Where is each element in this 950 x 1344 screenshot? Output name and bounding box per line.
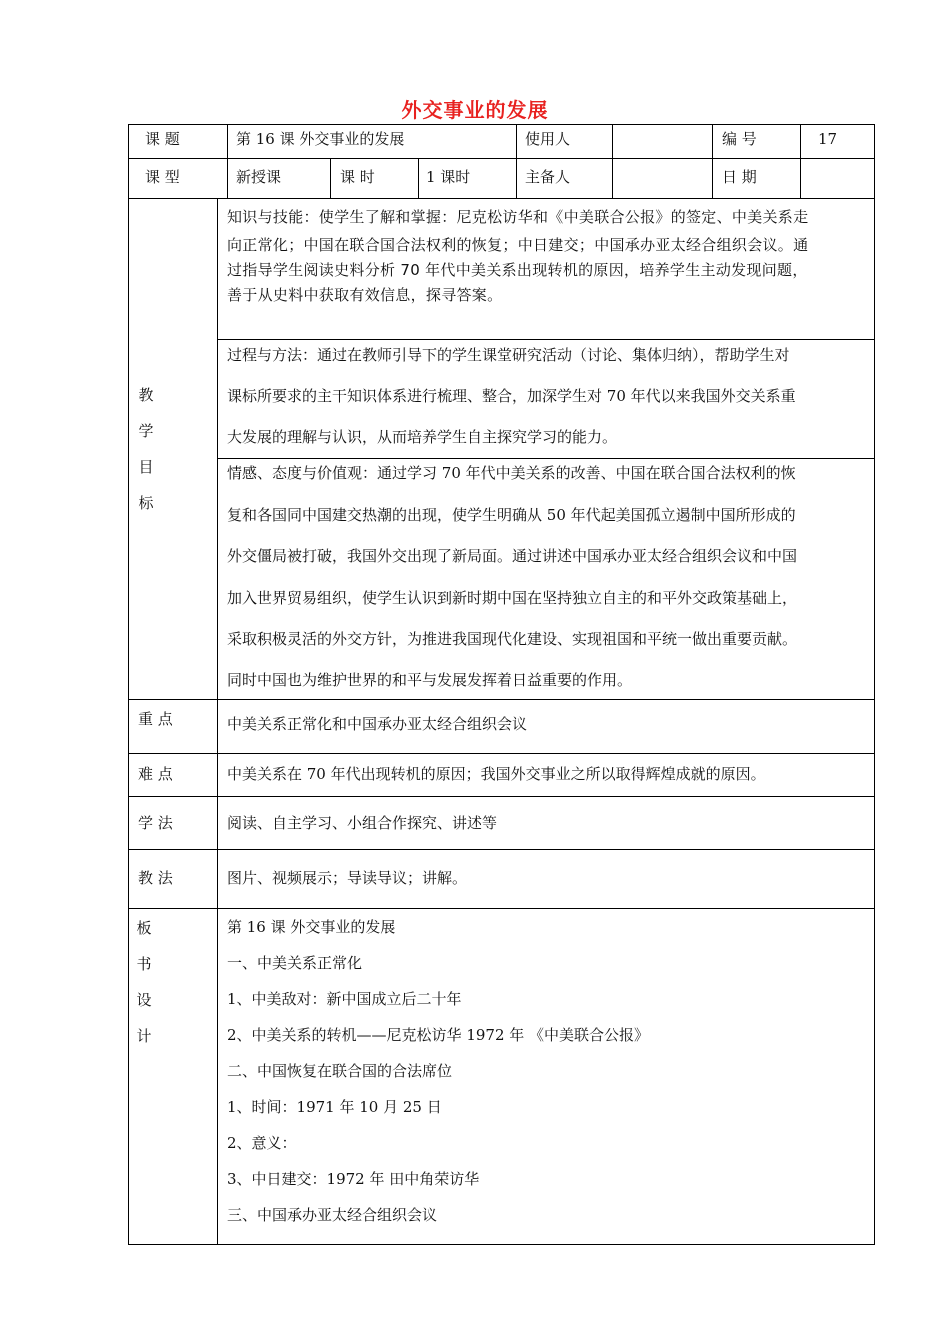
number-value: 17 xyxy=(818,130,838,148)
table-line xyxy=(712,124,713,198)
difficulty-value: 中美关系在 70 年代出现转机的原因；我国外交事业之所以取得辉煌成就的原因。 xyxy=(227,765,766,783)
board-line: 二、中国恢复在联合国的合法席位 xyxy=(227,1062,453,1080)
emotion-line: 采取积极灵活的外交方针，为推进我国现代化建设、实现祖国和平统一做出重要贡献。 xyxy=(227,630,798,648)
objectives-label-4: 标 xyxy=(138,494,154,512)
board-line: 2、中美关系的转机——尼克松访华 1972 年 《中美联合公报》 xyxy=(227,1026,650,1044)
key-point-value: 中美关系正常化和中国承办亚太经合组织会议 xyxy=(227,715,528,733)
table-line xyxy=(128,198,875,199)
board-line: 2、意义： xyxy=(227,1134,297,1152)
hours-label: 课 时 xyxy=(340,168,375,186)
table-line xyxy=(128,124,875,125)
topic-value: 第 16 课 外交事业的发展 xyxy=(236,130,405,148)
board-line: 第 16 课 外交事业的发展 xyxy=(227,918,396,936)
table-line xyxy=(874,198,875,1245)
emotion-line: 情感、态度与价值观：通过学习 70 年代中美关系的改善、中国在联合国合法权利的恢 xyxy=(227,464,796,482)
emotion-line: 复和各国同中国建交热潮的出现，使学生明确从 50 年代起美国孤立遏制中国所形成的 xyxy=(227,506,796,524)
table-line xyxy=(217,339,875,340)
knowledge-line: 向正常化；中国在联合国合法权利的恢复；中日建交；中国承办亚太经合组织会议。通 xyxy=(227,236,809,254)
objectives-label-1: 教 xyxy=(138,386,154,404)
board-label-1: 板 xyxy=(136,919,152,937)
table-line xyxy=(128,124,129,198)
page-title: 外交事业的发展 xyxy=(401,98,549,122)
table-line xyxy=(128,198,129,1245)
emotion-line: 同时中国也为维护世界的和平与发展发挥着日益重要的作用。 xyxy=(227,671,633,689)
table-line xyxy=(128,158,875,159)
table-line xyxy=(330,158,331,198)
study-method-label: 学 法 xyxy=(138,814,173,832)
objectives-label-3: 目 xyxy=(138,458,154,476)
table-line xyxy=(128,1244,875,1245)
hours-value: 1 课时 xyxy=(426,168,471,186)
number-label: 编 号 xyxy=(722,130,757,148)
difficulty-label: 难 点 xyxy=(138,765,173,783)
table-line xyxy=(612,124,613,198)
board-line: 3、中日建交：1972 年 田中角荣访华 xyxy=(227,1170,480,1188)
table-line xyxy=(128,849,875,850)
date-label: 日 期 xyxy=(722,168,757,186)
process-line: 课标所要求的主干知识体系进行梳理、整合，加深学生对 70 年代以来我国外交关系重 xyxy=(227,387,796,405)
key-point-label: 重 点 xyxy=(138,710,173,728)
board-line: 一、中美关系正常化 xyxy=(227,954,363,972)
knowledge-line: 善于从史料中获取有效信息，探寻答案。 xyxy=(227,286,503,304)
table-line xyxy=(418,158,419,198)
table-line xyxy=(227,124,228,198)
table-line xyxy=(516,124,517,198)
board-line: 三、中国承办亚太经合组织会议 xyxy=(227,1206,438,1224)
knowledge-line: 过指导学生阅读史料分析 70 年代中美关系出现转机的原因，培养学生主动发现问题， xyxy=(227,261,808,279)
table-line xyxy=(217,198,218,1245)
table-line xyxy=(128,796,875,797)
preparer-label: 主备人 xyxy=(525,168,571,186)
table-line xyxy=(128,908,875,909)
study-method-value: 阅读、自主学习、小组合作探究、讲述等 xyxy=(227,814,498,832)
table-line xyxy=(800,124,801,198)
board-label-4: 计 xyxy=(136,1027,152,1045)
process-line: 过程与方法：通过在教师引导下的学生课堂研究活动（讨论、集体归纳），帮助学生对 xyxy=(227,346,790,364)
user-label: 使用人 xyxy=(525,130,571,148)
teach-method-value: 图片、视频展示；导读导议；讲解。 xyxy=(227,869,468,887)
knowledge-line: 知识与技能：使学生了解和掌握：尼克松访华和《中美联合公报》的签定、中美关系走 xyxy=(227,208,809,226)
board-line: 1、时间：1971 年 10 月 25 日 xyxy=(227,1098,442,1116)
board-label-3: 设 xyxy=(136,991,152,1009)
emotion-line: 外交僵局被打破，我国外交出现了新局面。通过讲述中国承办亚太经合组织会议和中国 xyxy=(227,547,798,565)
type-value: 新授课 xyxy=(236,168,282,186)
table-line xyxy=(874,124,875,198)
board-label-2: 书 xyxy=(136,955,152,973)
objectives-label-2: 学 xyxy=(138,422,154,440)
board-line: 1、中美敌对：新中国成立后二十年 xyxy=(227,990,462,1008)
teach-method-label: 教 法 xyxy=(138,869,173,887)
table-line xyxy=(128,699,875,700)
table-line xyxy=(128,753,875,754)
type-label: 课 型 xyxy=(145,168,180,186)
table-line xyxy=(217,458,875,459)
topic-label: 课 题 xyxy=(145,130,180,148)
emotion-line: 加入世界贸易组织，使学生认识到新时期中国在坚持独立自主的和平外交政策基础上， xyxy=(227,589,798,607)
process-line: 大发展的理解与认识，从而培养学生自主探究学习的能力。 xyxy=(227,428,618,446)
